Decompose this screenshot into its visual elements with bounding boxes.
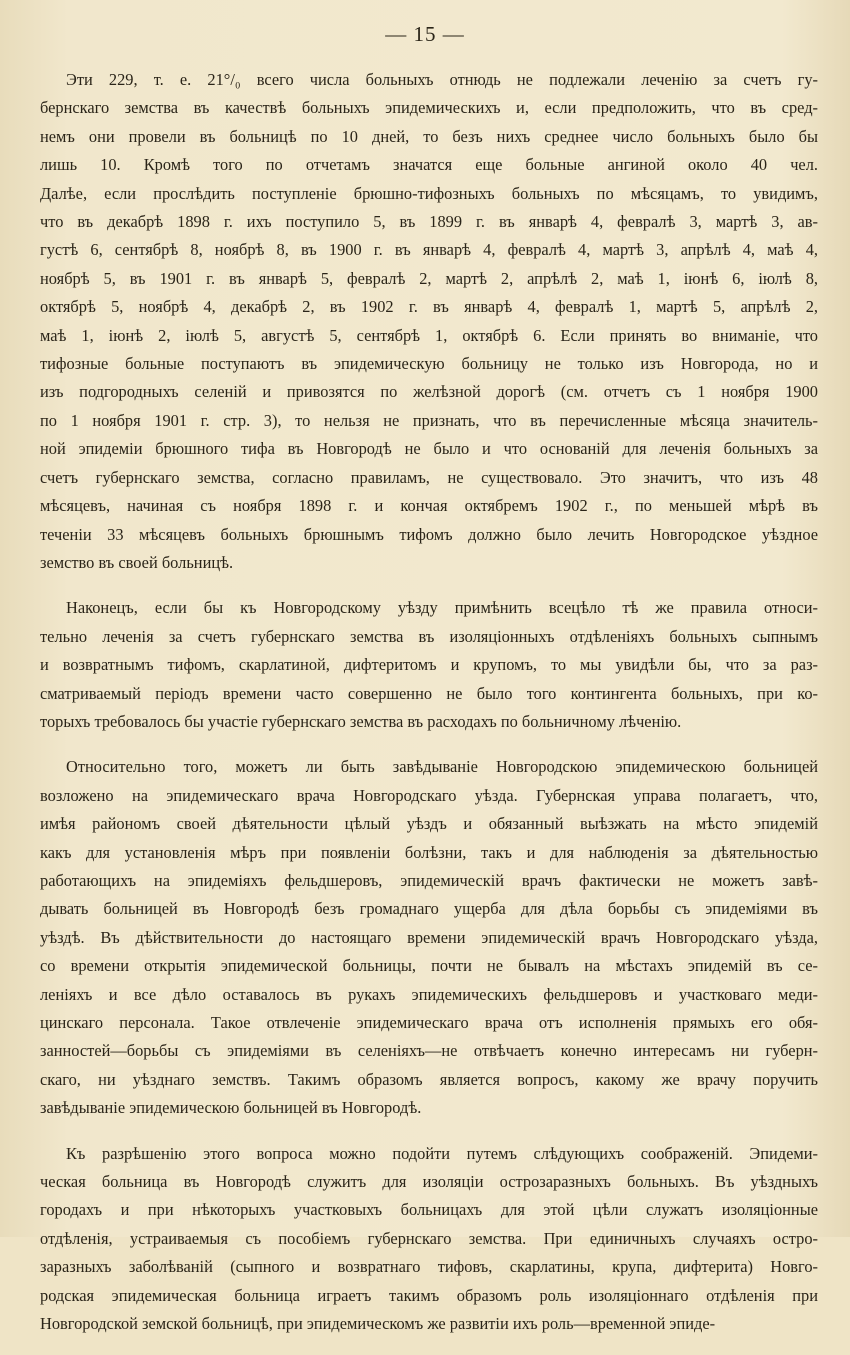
text-line: счетъ губернскаго земства, согласно правиламъ, не существовало. Это значитъ, что изъ 48 xyxy=(40,467,818,487)
text-line: густѣ 6, сентябрѣ 8, ноябрѣ 8, въ 1900 г. въ январѣ 4, февралѣ 4, мартѣ 3, апрѣлѣ 4, маѣ 4, xyxy=(40,240,818,260)
text-line: бернскаго земства въ качествѣ больныхъ эпидемическихъ и, если предположить, что въ сред- xyxy=(40,98,818,118)
text-line: городахъ и при нѣкоторыхъ участковыхъ больницахъ для этой цѣли служатъ изоляціонные xyxy=(40,1200,818,1220)
text-line: по 1 ноября 1901 г. стр. 3), то нельзя не признать, что въ перечисленные мѣсяца значитель- xyxy=(40,410,818,430)
page-body xyxy=(40,66,818,1355)
paragraph xyxy=(40,594,818,736)
text-line: мѣсяцевъ, начиная съ ноября 1898 г. и кончая октябремъ 1902 г., по меньшей мѣрѣ въ xyxy=(40,496,818,516)
text-line: работающихъ на эпидеміяхъ фельдшеровъ, эпидемическій врачъ фактически не можетъ завѣ- xyxy=(40,870,818,890)
text-line: Къ разрѣшенію этого вопроса можно подойти путемъ слѣдующихъ соображеній. Эпидеми- xyxy=(66,1143,818,1163)
text-line: Новгородской земской больницѣ, при эпидемическомъ же развитіи ихъ роль—временной эпиде- xyxy=(40,1314,716,1334)
text-line: Эти 229, т. е. 21°/₀ всего числа больныхъ отнюдь не подлежали леченію за счетъ гу- xyxy=(66,70,818,89)
text-line: уѣздѣ. Въ дѣйствительности до настоящаго времени эпидемическій врачъ Новгородскаго уѣзда, xyxy=(40,927,818,947)
text-line: родская эпидемическая больница играетъ такимъ образомъ роль изоляціоннаго отдѣленія при xyxy=(40,1285,818,1305)
text-line: скаго, ни уѣзднаго земствъ. Такимъ образомъ является вопросъ, какому же врачу поручить xyxy=(40,1069,818,1089)
text-line: какъ для установленія мѣръ при появленіи болѣзни, такъ и для наблюденія за дѣятельностью xyxy=(40,842,818,862)
text-line: заразныхъ заболѣваній (сыпного и возвратнаго тифовъ, скарлатины, крупа, дифтерита) Новго- xyxy=(40,1257,818,1277)
text-line: занностей—борьбы съ эпидеміями въ селеніяхъ—не отвѣчаетъ конечно интересамъ ни губерн- xyxy=(40,1041,818,1061)
text-line: лишь 10. Кромѣ того по отчетамъ значатся еще больные ангиной около 40 чел. xyxy=(40,155,818,175)
text-line: отдѣленія, устраиваемыя съ пособіемъ губернскаго земства. При единичныхъ случаяхъ остро- xyxy=(40,1228,818,1248)
text-line: ческая больница въ Новгородѣ служитъ для изоляціи острозаразныхъ больныхъ. Въ уѣздныхъ xyxy=(40,1172,818,1192)
text-line: Далѣе, если прослѣдить поступленіе брюшно-тифозныхъ больныхъ по мѣсяцамъ, то увидимъ, xyxy=(40,183,818,203)
text-line: земство въ своей больницѣ. xyxy=(40,552,234,572)
text-line: дывать больницей въ Новгородѣ безъ громаднаго ущерба для дѣла борьбы съ эпидеміями въ xyxy=(40,899,818,919)
text-line: Относительно того, можетъ ли быть завѣдываніе Новгородскою эпидемическою больницей xyxy=(66,757,818,777)
text-line: Наконецъ, если бы къ Новгородскому уѣзду примѣнить всецѣло тѣ же правила относи- xyxy=(66,598,818,618)
text-line: изъ подгородныхъ селеній и привозятся по желѣзной дорогѣ (см. отчетъ съ 1 ноября 1900 xyxy=(40,382,818,402)
text-line: ной эпидеміи брюшного тифа въ Новгородѣ не было и что основаній для леченія больныхъ за xyxy=(40,439,818,459)
text-line: имѣя райономъ своей дѣятельности цѣлый уѣздъ и обязанный выѣзжать на мѣсто эпидемій xyxy=(40,814,818,834)
text-line: и возвратнымъ тифомъ, скарлатиной, дифтеритомъ и крупомъ, то мы увидѣли бы, что за раз- xyxy=(40,655,818,675)
paragraph xyxy=(40,1140,818,1339)
paragraph xyxy=(40,753,818,1122)
text-line: со времени открытія эпидемической больницы, почти не бывалъ на мѣстахъ эпидемій въ се- xyxy=(40,956,818,976)
text-line: ноябрѣ 5, въ 1901 г. въ январѣ 5, февралѣ 2, мартѣ 2, апрѣлѣ 2, маѣ 1, іюнѣ 6, іюлѣ 8, xyxy=(40,268,818,288)
text-line: тельно леченія за счетъ губернскаго земства въ изоляціонныхъ отдѣленіяхъ больныхъ сыпнымъ xyxy=(40,626,818,646)
text-line: завѣдываніе эпидемическою больницей въ Новгородѣ. xyxy=(40,1098,422,1118)
paragraph xyxy=(40,66,818,577)
text-line: что въ декабрѣ 1898 г. ихъ поступило 5, въ 1899 г. въ январѣ 4, февралѣ 3, мартѣ 3, ав- xyxy=(40,212,818,232)
text-line: маѣ 1, іюнѣ 2, іюлѣ 5, августѣ 5, сентябрѣ 1, октябрѣ 6. Если принять во вниманіе, что xyxy=(40,325,818,345)
text-line: тифозные больные поступаютъ въ эпидемическую больницу не только изъ Новгорода, но и xyxy=(40,354,818,374)
text-line: теченіи 33 мѣсяцевъ больныхъ брюшнымъ тифомъ должно было лечить Новгородское уѣздное xyxy=(40,524,818,544)
text-line: возложено на эпидемическаго врача Новгородскаго уѣзда. Губернская управа полагаетъ, что, xyxy=(40,785,818,805)
page-number: — 15 — xyxy=(385,22,465,46)
text-line: сматриваемый періодъ времени часто совершенно не было того контингента больныхъ, при ко- xyxy=(40,683,818,703)
text-line: торыхъ требовалось бы участіе губернскаго земства въ расходахъ по больничному лѣченію. xyxy=(40,711,682,731)
text-line: леніяхъ и все дѣло оставалось въ рукахъ эпидемическихъ фельдшеровъ и участковаго меди- xyxy=(40,984,818,1004)
text-line: октябрѣ 5, ноябрѣ 4, декабрѣ 2, въ 1902 г. въ январѣ 4, февралѣ 1, мартѣ 5, апрѣлѣ 2, xyxy=(40,297,818,317)
text-line: немъ они провели въ больницѣ по 10 дней, то безъ нихъ среднее число больныхъ было бы xyxy=(40,126,818,146)
text-line: цинскаго персонала. Такое отвлеченіе эпидемическаго врача отъ исполненія прямыхъ его обя- xyxy=(40,1013,818,1032)
